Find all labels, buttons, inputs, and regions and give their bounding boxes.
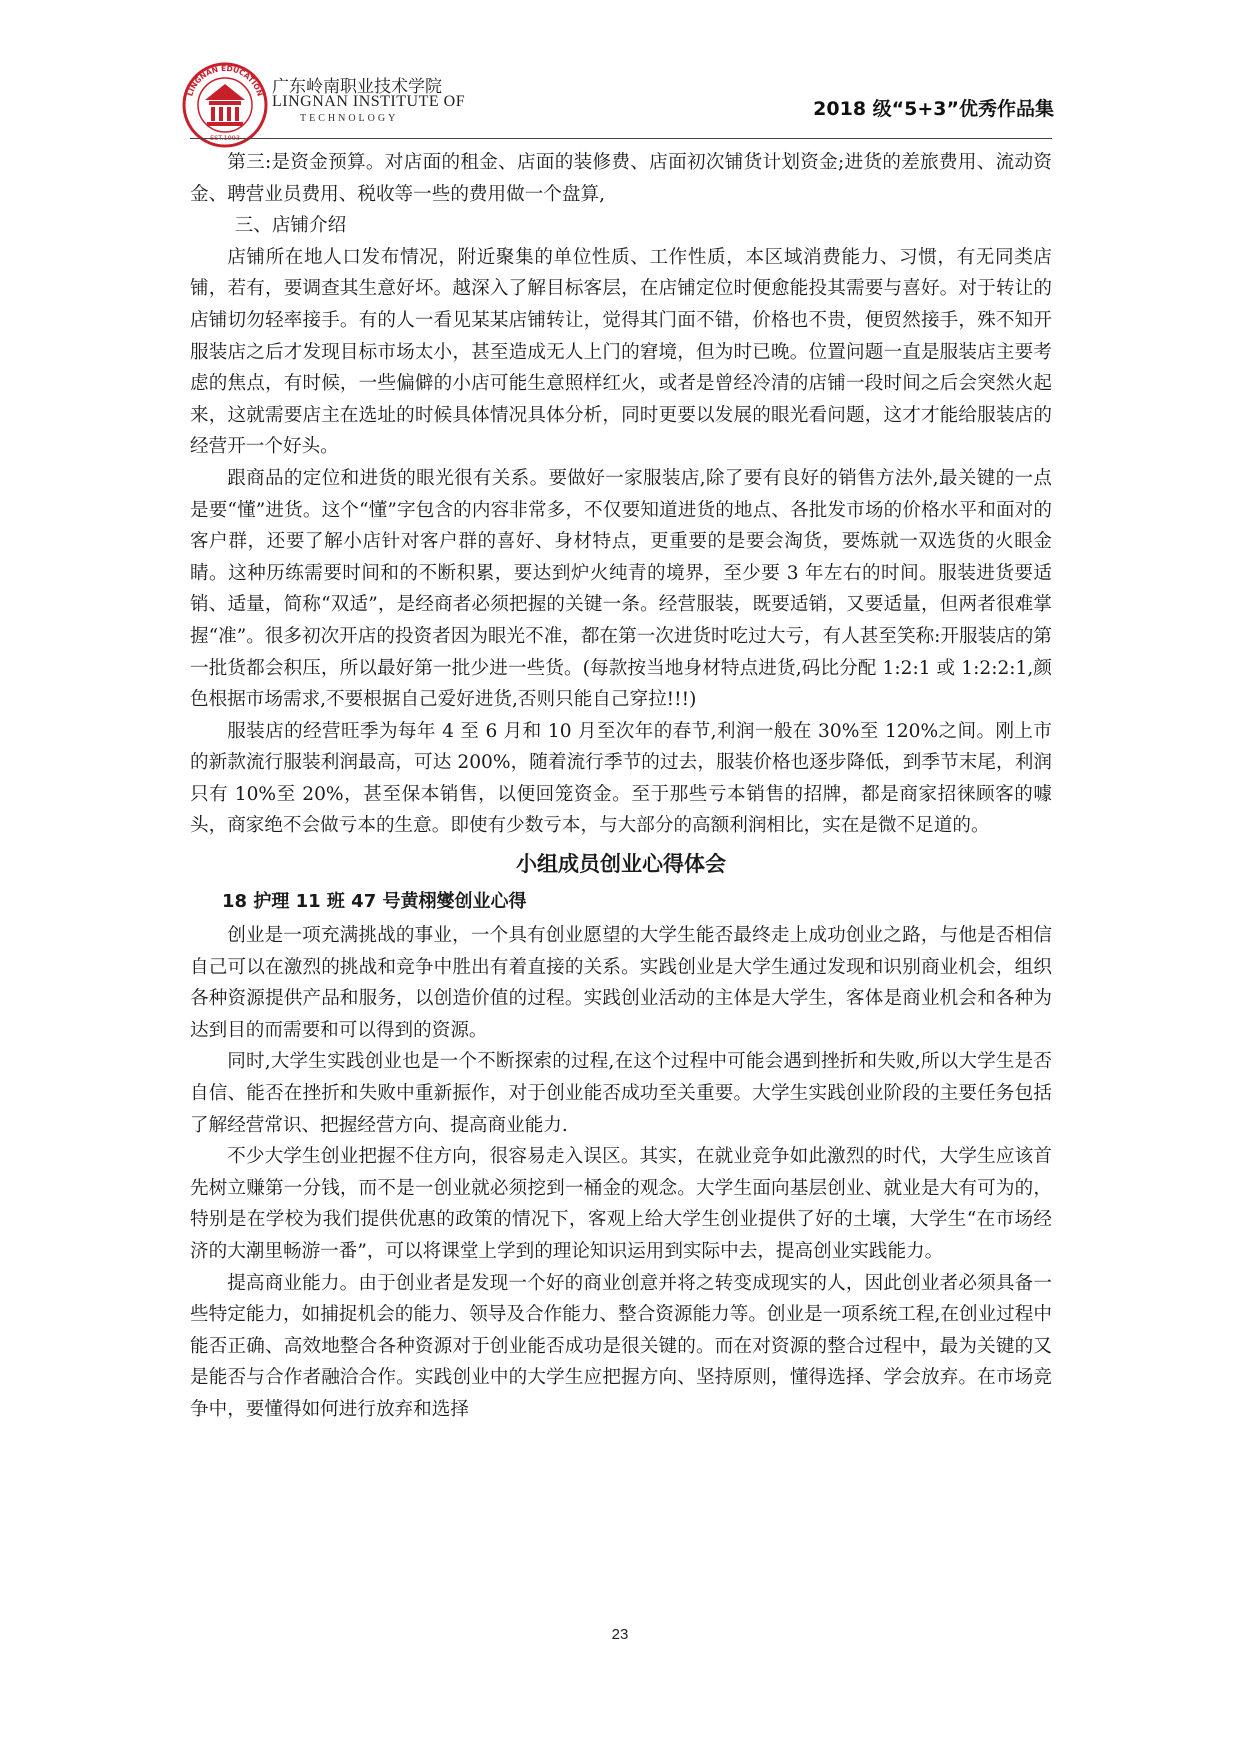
paragraph-stocking: 跟商品的定位和进货的眼光很有关系。要做好一家服装店,除了要有良好的销售方法外,最关键的一点是要“懂”进货。这个“懂”字包含的内容非常多，不仅要知道进货的地点、各批发市场的价格水平和面对的客户群，还要了解小店针对客户群的喜好、身材特点，更重要的是要会淘货，要炼就一双选货的火眼金睛。这种历练需要时间和的不断积累，要达到炉火纯青的境界，至少要 3 年左右的时间。服装进货要适销、适量，简称“双适”，是经商者必须把握的关键一条。经营服装，既要适销，又要适量，但两者很难掌握“准”。很多初次开店的投资者因为眼光不准，都在第一次进货时吃过大亏，有人甚至笑称:开服装店的第一批货都会积压，所以最好第一批少进一些货。(每款按当地身材特点进货,码比分配 1:2:1 或 1:2:2:1,颜色根据市场需求,不要根据自己爱好进货,否则只能自己穿拉!!!) [190, 467, 1052, 711]
page-number: 23 [611, 1626, 629, 1643]
paragraph-business-ability: 提高商业能力。由于创业者是发现一个好的商业创意并将之转变成现实的人，因此创业者必须具备一些特定能力，如捕捉机会的能力、领导及合作能力、整合资源能力等。创业是一项系统工程,在创业过程中能否正确、高效地整合各种资源对于创业能否成功是很关键的。而在对资源的整合过程中，最为关键的又是能否与合作者融洽合作。实践创业中的大学生应把握方向、坚持原则，懂得选择、学会放弃。在市场竞争中，要懂得如何进行放弃和选择 [190, 1272, 1052, 1420]
institute-logo [182, 62, 268, 148]
paragraph-challenge: 创业是一项充满挑战的事业，一个具有创业愿望的大学生能否最终走上成功创业之路，与他是否相信自己可以在激烈的挑战和竞争中胜出有着直接的关系。实践创业是大学生通过发现和识别商业机会，组织各种资源提供产品和服务，以创造价值的过程。实践创业活动的主体是大学生，客体是商业机会和各种为达到目的而需要和可以得到的资源。 [190, 925, 1052, 1041]
page-header [0, 0, 1240, 140]
collection-title: 2018 级“5+3”优秀作品集 [813, 98, 1054, 120]
logo-ring-text: LINGNAN EDUCATION [185, 63, 265, 98]
institute-name-cn: 广东岭南职业技术学院 [272, 77, 442, 97]
heading-store-intro: 三、店铺介绍 [234, 215, 347, 237]
paragraph-exploration: 同时,大学生实践创业也是一个不断探索的过程,在这个过程中可能会遇到挫折和失败,所以大学生是否自信、能否在挫折和失败中重新振作，对于创业能否成功至关重要。大学生实践创业阶段的主要任务包括了解经营常识、把握经营方向、提高商业能力. [190, 1051, 1052, 1136]
paragraph-direction: 不少大学生创业把握不住方向，很容易走入误区。其实，在就业竞争如此激烈的时代，大学生应该首先树立赚第一分钱，而不是一创业就必须挖到一桶金的观念。大学生面向基层创业、就业是大有可为的，特别是在学校为我们提供优惠的政策的情况下，客观上给大学生创业提供了好的土壤，大学生“在市场经济的大潮里畅游一番”，可以将课堂上学到的理论知识运用到实际中去，提高创业实践能力。 [190, 1146, 1052, 1262]
institute-name-en-2: TECHNOLOGY [300, 113, 399, 124]
section-title: 小组成员创业心得体会 [516, 852, 726, 877]
page-content [190, 147, 1052, 1426]
paragraph-budget: 第三:是资金预算。对店面的租金、店面的装修费、店面初次铺货计划资金;进货的差旅费用、流动资金、聘营业员费用、税收等一些的费用做一个盘算, [190, 152, 1052, 205]
logo-est-text: EST.1993 [209, 134, 241, 142]
paragraph-store-location: 店铺所在地人口发布情况，附近聚集的单位性质、工作性质，本区域消费能力、习惯，有无同类店铺，若有，要调查其生意好坏。越深入了解目标客层，在店铺定位时便愈能投其需要与喜好。对于转让的店铺切勿轻率接手。有的人一看见某某店铺转让，觉得其门面不错，价格也不贵，便贸然接手，殊不知开服装店之后才发现目标市场太小，甚至造成无人上门的窘境，但为时已晚。位置问题一直是服装店主要考虑的焦点，有时候，一些偏僻的小店可能生意照样红火，或者是曾经冷清的店铺一段时间之后会突然火起来，这就需要店主在选址的时候具体情况具体分析，同时更要以发展的眼光看问题，这才才能给服装店的经营开一个好头。 [190, 246, 1052, 458]
institute-name-en: LINGNAN INSTITUTE OF [272, 93, 466, 110]
subsection-title: 18 护理 11 班 47 号黄栩燮创业心得 [222, 891, 527, 913]
header-divider [190, 138, 1052, 139]
paragraph-peak-season: 服装店的经营旺季为每年 4 至 6 月和 10 月至次年的春节,利润一般在 30%至 120%之间。刚上市的新款流行服装利润最高，可达 200%，随着流行季节的过去，服装价格也逐步降低，到季节末尾，利润只有 10%至 20%，甚至保本销售，以便回笼资金。至于那些亏本销售的招牌，都是商家招徕顾客的噱头，商家绝不会做亏本的生意。即使有少数亏本，与大部分的高额利润相比，实在是微不足道的。 [190, 720, 1052, 837]
